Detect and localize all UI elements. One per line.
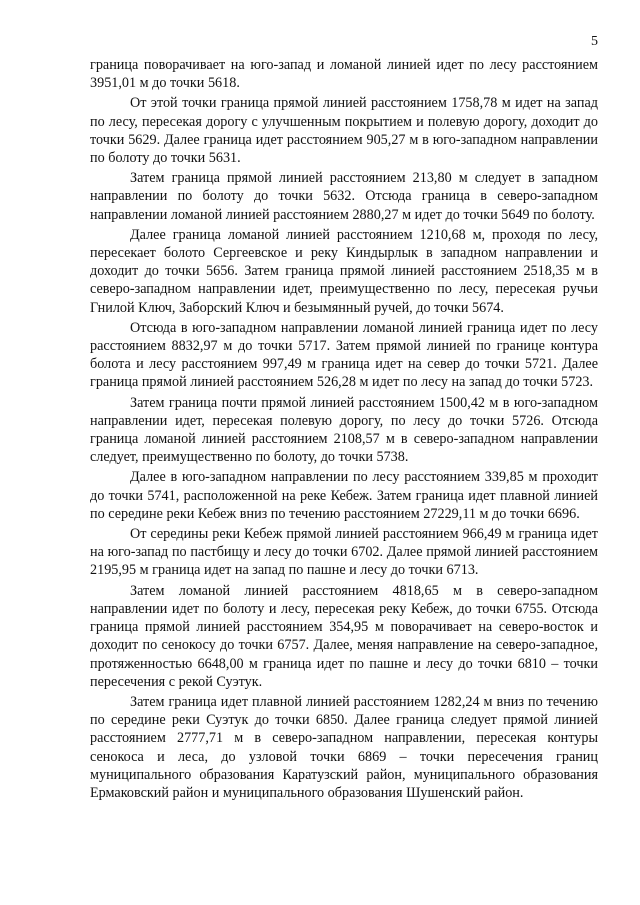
paragraph: От середины реки Кебеж прямой линией расстоянием 966,49 м граница идет на юго-запад по пастбищу и лесу до точки 6702. Далее прямой линией расстоянием 2195,95 м граница идет на запад по пашне и лесу до точки 6713. bbox=[90, 526, 598, 579]
paragraph: Затем граница идет плавной линией расстоянием 1282,24 м вниз по течению по середине реки Суэтук до точки 6850. Далее граница следует прямой линией расстоянием 2777,71 м в северо-западном направлении, пересекая контуры сенокоса и леса, до узловой точки 6869 – точки пересечения границ муниципального образования Каратузский район, муниципального образования Ермаковский район и муниципального образования Шушенский район. bbox=[90, 693, 598, 801]
paragraph: Далее в юго-западном направлении по лесу расстоянием 339,85 м проходит до точки 5741, расположенной на реке Кебеж. Затем граница идет плавной линией по середине реки Кебеж вниз по течению расстоянием 27229,11 м до точки 6696. bbox=[90, 469, 598, 522]
document-body bbox=[90, 56, 598, 804]
paragraph: Затем граница прямой линией расстоянием 213,80 м следует в западном направлении по болоту до точки 5632. Отсюда граница в северо-западном направлении ломаной линией расстоянием 2880,27 м идет до точки 5649 по болоту. bbox=[90, 170, 598, 223]
paragraph: Отсюда в юго-западном направлении ломаной линией граница идет по лесу расстоянием 8832,97 м до точки 5717. Затем прямой линией по границе контура болота и лесу расстоянием 997,49 м граница идет на север до точки 5721. Далее граница прямой линией расстоянием 526,28 м идет по лесу на запад до точки 5723. bbox=[90, 319, 598, 391]
paragraph: граница поворачивает на юго-запад и ломаной линией идет по лесу расстоянием 3951,01 м до точки 5618. bbox=[90, 57, 598, 92]
paragraph: Далее граница ломаной линией расстоянием 1210,68 м, проходя по лесу, пересекает болото Сергеевское и реку Киндырлык в западном направлении и доходит до точки 5656. Затем граница прямой линией расстоянием 2518,35 м в северо-западном направлении идет, преимущественно по лесу, пересекая ручьи Гнилой Ключ, Заборский Ключ и безымянный ручей, до точки 5674. bbox=[90, 226, 598, 316]
paragraph: Затем ломаной линией расстоянием 4818,65 м в северо-западном направлении идет по болоту и лесу, пересекая реку Кебеж, до точки 6755. Отсюда граница прямой линией расстоянием 354,95 м поворачивает на северо-восток и доходит по сенокосу до точки 6757. Далее, меняя направление на северо-западное, протяженностью 6648,00 м граница идет по пашне и лесу до точки 6810 – точки пересечения с рекой Суэтук. bbox=[90, 582, 598, 690]
page-number: 5 bbox=[591, 34, 598, 49]
paragraph: Затем граница почти прямой линией расстоянием 1500,42 м в юго-западном направлении идет, пересекая полевую дорогу, по лесу до точки 5726. Отсюда граница ломаной линией расстоянием 2108,57 м в северо-западном направлении следует, преимущественно по болоту, до точки 5738. bbox=[90, 394, 598, 466]
paragraph: От этой точки граница прямой линией расстоянием 1758,78 м идет на запад по лесу, пересекая дорогу с улучшенным покрытием и полевую дорогу, доходит до точки 5629. Далее граница идет расстоянием 905,27 м в юго-западном направлении по болоту до точки 5631. bbox=[90, 95, 598, 167]
